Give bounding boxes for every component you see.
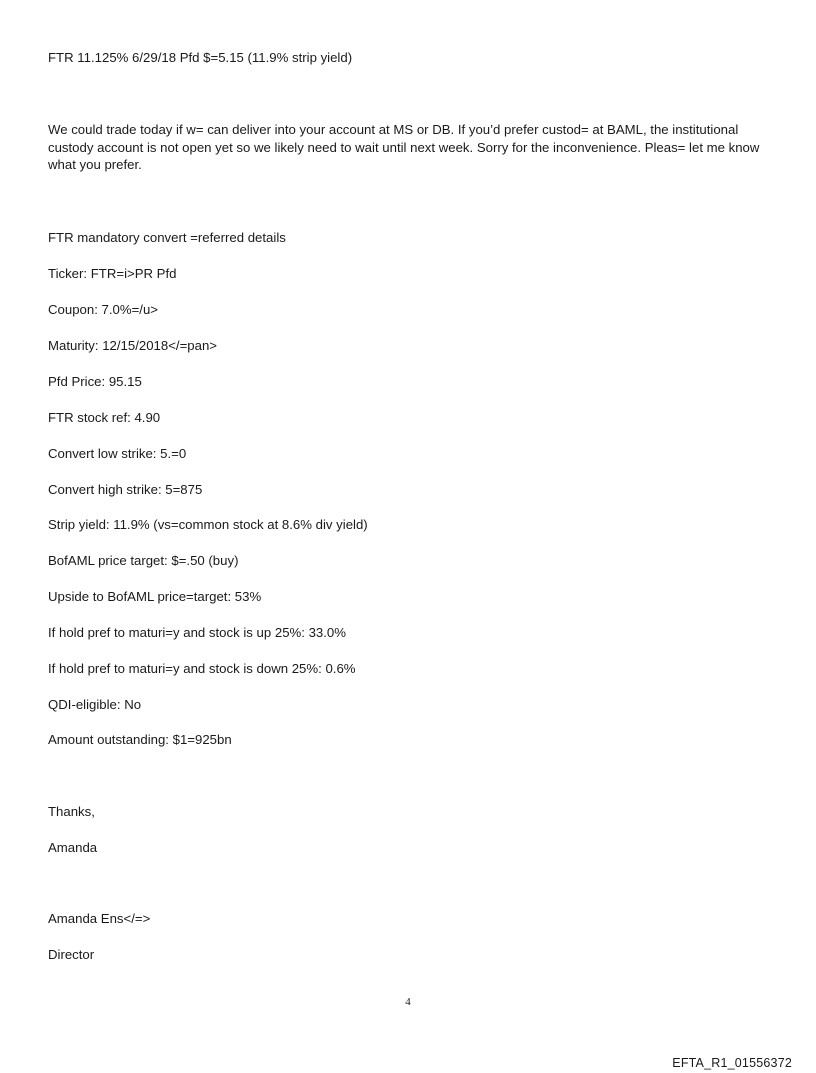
detail-line-strip-yield: Strip yield: 11.9% (vs=common stock at 8.6% div yield) — [48, 517, 368, 532]
detail-line-high-strike: Convert high strike: 5=875 — [48, 482, 203, 497]
detail-line-hold-up: If hold pref to maturi=y and stock is up 25%: 33.0% — [48, 625, 346, 640]
detail-line-coupon: Coupon: 7.0%=/u> — [48, 302, 158, 317]
detail-line-maturity: Maturity: 12/15/2018</=pan> — [48, 338, 217, 353]
detail-line-stock-ref: FTR stock ref: 4.90 — [48, 410, 161, 425]
detail-line-hold-down: If hold pref to maturi=y and stock is down 25%: 0.6% — [48, 661, 356, 676]
signature-name: Amanda Ens</=> — [48, 911, 151, 926]
header-line: FTR 11.125% 6/29/18 Pfd $=5.15 (11.9% strip yield) — [48, 50, 353, 65]
detail-line-pfd-price: Pfd Price: 95.15 — [48, 374, 142, 389]
detail-line-price-target: BofAML price target: $=.50 (buy) — [48, 553, 239, 568]
detail-line-amount: Amount outstanding: $1=925bn — [48, 732, 232, 747]
closing-text: Thanks, — [48, 804, 95, 819]
document-id: EFTA_R1_01556372 — [672, 1056, 792, 1070]
page-number: 4 — [405, 996, 411, 1008]
details-title: FTR mandatory convert =referred details — [48, 230, 286, 245]
sender-first-name: Amanda — [48, 840, 98, 855]
signature-title: Director — [48, 947, 95, 962]
detail-line-upside: Upside to BofAML price=target: 53% — [48, 589, 262, 604]
detail-line-low-strike: Convert low strike: 5.=0 — [48, 446, 187, 461]
body-paragraph: We could trade today if w= can deliver into your account at MS or DB. If you’d prefer custod= at BAML, the institutional custody account is not open yet so we likely need to wait until next week. Sorry for the inconvenience. Pleas= let me know what you prefer. — [48, 122, 760, 172]
detail-line-ticker: Ticker: FTR=i>PR Pfd — [48, 266, 177, 281]
detail-line-qdi: QDI-eligible: No — [48, 697, 142, 712]
